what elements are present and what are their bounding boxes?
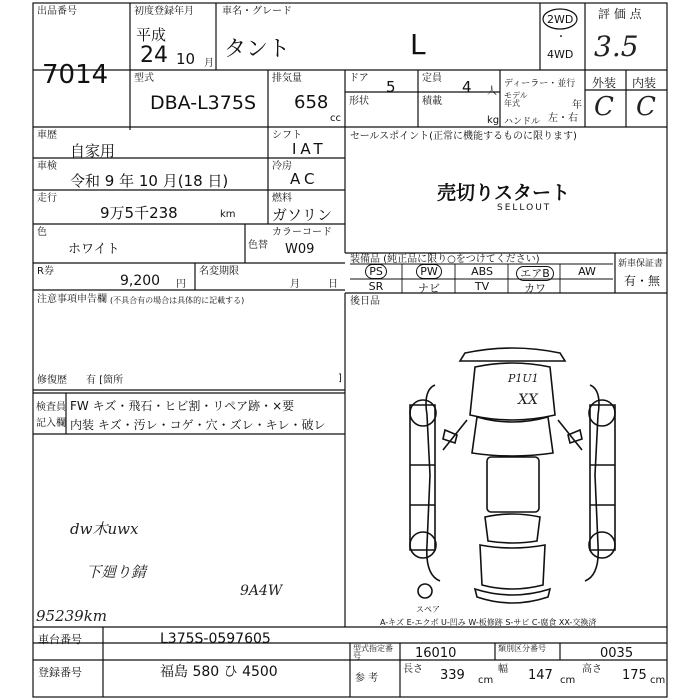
month-unit: 月: [204, 58, 214, 69]
inspection-label: 車検: [37, 161, 57, 172]
class-number: 0035: [600, 646, 634, 661]
model-name: タント: [224, 37, 291, 62]
inspection-date: 令和 9 年 10 月(18 日): [70, 172, 229, 190]
car-damage-diagram: [405, 345, 620, 620]
class-label: 類別区分番号: [498, 644, 546, 653]
fuel: ガソリン: [272, 206, 333, 224]
capacity: 4: [462, 78, 472, 96]
equip-pw: PW: [404, 265, 454, 278]
first-reg-label: 初度登録年月: [134, 6, 194, 17]
warranty-label: 新車保証書: [618, 259, 664, 269]
inspector-label-1: 検査員: [36, 402, 66, 413]
width-label: 幅: [498, 664, 508, 675]
recycle-unit: 円: [176, 279, 186, 290]
fuel-label: 燃料: [272, 193, 292, 204]
displacement-label: 排気量: [272, 73, 302, 84]
grade: L: [410, 28, 426, 61]
diagram-note-1: P1U1: [508, 372, 539, 385]
equip-navi: ナビ: [418, 282, 440, 295]
repair-label: 修復歴: [37, 375, 67, 386]
length-unit: cm: [478, 675, 494, 686]
later-label: 後日品: [350, 296, 380, 307]
color-code: W09: [285, 242, 315, 257]
color-name: ホワイト: [68, 242, 120, 257]
length-value: 339: [440, 668, 465, 683]
shift: IAT: [292, 140, 327, 158]
drive-4wd: 4WD: [547, 48, 574, 61]
equip-tv: TV: [474, 280, 490, 293]
equip-leather: カワ: [524, 282, 546, 295]
length-label: 長さ: [403, 664, 423, 675]
handwritten-note-1: dw木uwx: [70, 520, 139, 538]
designation-label: 型式指定番号: [353, 644, 393, 661]
exterior-label: 外装: [592, 76, 617, 90]
equip-aw: AW: [578, 265, 596, 278]
sellout-stamp-jp: 売切りスタート: [437, 182, 571, 204]
ref-label: 参 考: [355, 673, 379, 684]
displacement-unit: cc: [330, 113, 341, 124]
equip-abs: ABS: [471, 265, 493, 278]
chassis-number: L375S-0597605: [160, 631, 271, 647]
model-label: 車名・グレード: [222, 6, 292, 17]
mileage-unit: km: [220, 209, 236, 220]
tax-month-unit: 月: [290, 279, 300, 290]
load-label: 積載: [422, 96, 442, 107]
height-label: 高さ: [582, 664, 602, 675]
equip-ps: PS: [352, 265, 400, 278]
height-unit: cm: [650, 675, 666, 686]
interior-grade: C: [636, 92, 656, 122]
score: 3.5: [594, 30, 639, 63]
recycle-label: R券: [37, 266, 54, 277]
model-year-unit: 年: [572, 100, 582, 111]
score-label: 評 価 点: [598, 7, 642, 21]
repair-close: ]: [338, 373, 342, 384]
tax-label: 名変期限: [199, 266, 239, 277]
usage-label: 車歴: [37, 130, 57, 141]
model-year-label: モデル年式: [504, 91, 528, 108]
equip-sr: SR: [368, 280, 384, 293]
type-code: DBA-L375S: [150, 92, 257, 114]
sales-point-label: セールスポイント(正常に機能するものに限ります): [350, 131, 577, 142]
width-value: 147: [528, 668, 553, 683]
spare-label: スペア: [416, 605, 440, 614]
era-label: 平成: [136, 26, 167, 44]
capacity-label: 定員: [422, 73, 442, 84]
mileage-label: 走行: [37, 193, 57, 204]
warranty-value: 有・無: [624, 274, 661, 288]
handwritten-note-3: 9A4W: [240, 583, 283, 599]
width-unit: cm: [560, 675, 576, 686]
diagram-note-2: XX: [518, 392, 538, 408]
load-unit: kg: [487, 115, 500, 126]
doors: 5: [386, 78, 396, 96]
handwritten-mileage: 95239km: [36, 607, 108, 625]
color-label: 色: [37, 227, 47, 238]
ac: AC: [290, 170, 319, 188]
sellout-stamp: [437, 178, 599, 216]
inspection-row-1: FW キズ・飛石・ヒビ割・リペア跡・×要: [70, 399, 295, 413]
handle-value: 左・右: [548, 113, 578, 124]
damage-legend: A-キズ E-エクボ U-凹み W-板修跡 S-サビ C-腐食 XX-交換済: [380, 618, 597, 627]
first-reg-year: 24: [140, 43, 168, 68]
drive-dot: ・: [556, 32, 566, 43]
equip-airbag: エアB: [510, 265, 560, 281]
shift-label: シフト: [272, 130, 302, 141]
exterior-grade: C: [594, 92, 614, 122]
color-code-label: カラーコード: [272, 227, 332, 238]
interior-label: 内装: [632, 76, 657, 90]
usage: 自家用: [70, 142, 116, 160]
type-label: 型式: [134, 73, 154, 84]
chassis-label: 車台番号: [38, 633, 82, 646]
ac-label: 冷房: [272, 161, 292, 172]
inspector-label-2: 記入欄: [36, 418, 66, 429]
plate-number: 福島 580 ひ 4500: [160, 664, 278, 680]
mileage: 9万5千238: [100, 204, 178, 222]
lot-number: 7014: [42, 60, 109, 90]
recycle-amount: 9,200: [120, 273, 161, 289]
drive-2wd: 2WD: [547, 13, 574, 26]
dealer-label: ディーラー・並行: [504, 79, 576, 89]
repair-value: 有 [箇所: [86, 375, 124, 386]
plate-label: 登録番号: [38, 666, 82, 679]
equipment-label: 装備品 (純正品に限り○をつけてください): [350, 254, 540, 265]
handle-label: ハンドル: [504, 117, 541, 127]
color-no-label: 色替: [248, 240, 268, 251]
displacement: 658: [294, 92, 329, 113]
shape-label: 形状: [349, 96, 369, 107]
handwritten-note-2: 下廻り錆: [86, 563, 147, 581]
notes-sub: (不具合有の場合は具体的に記載する): [110, 296, 245, 305]
inspection-row-2: 内装 キズ・汚レ・コゲ・穴・ズレ・キレ・破レ: [70, 418, 326, 432]
first-reg-month: 10: [176, 50, 196, 68]
notes-label: 注意事項申告欄: [37, 294, 107, 305]
door-label: ドア: [349, 73, 369, 84]
designation-number: 16010: [415, 646, 457, 661]
tax-day-unit: 日: [328, 279, 338, 290]
lot-label: 出品番号: [37, 6, 77, 17]
sellout-stamp-en: SELLOUT: [497, 203, 552, 213]
capacity-unit: 人: [487, 86, 497, 97]
height-value: 175: [622, 668, 647, 683]
